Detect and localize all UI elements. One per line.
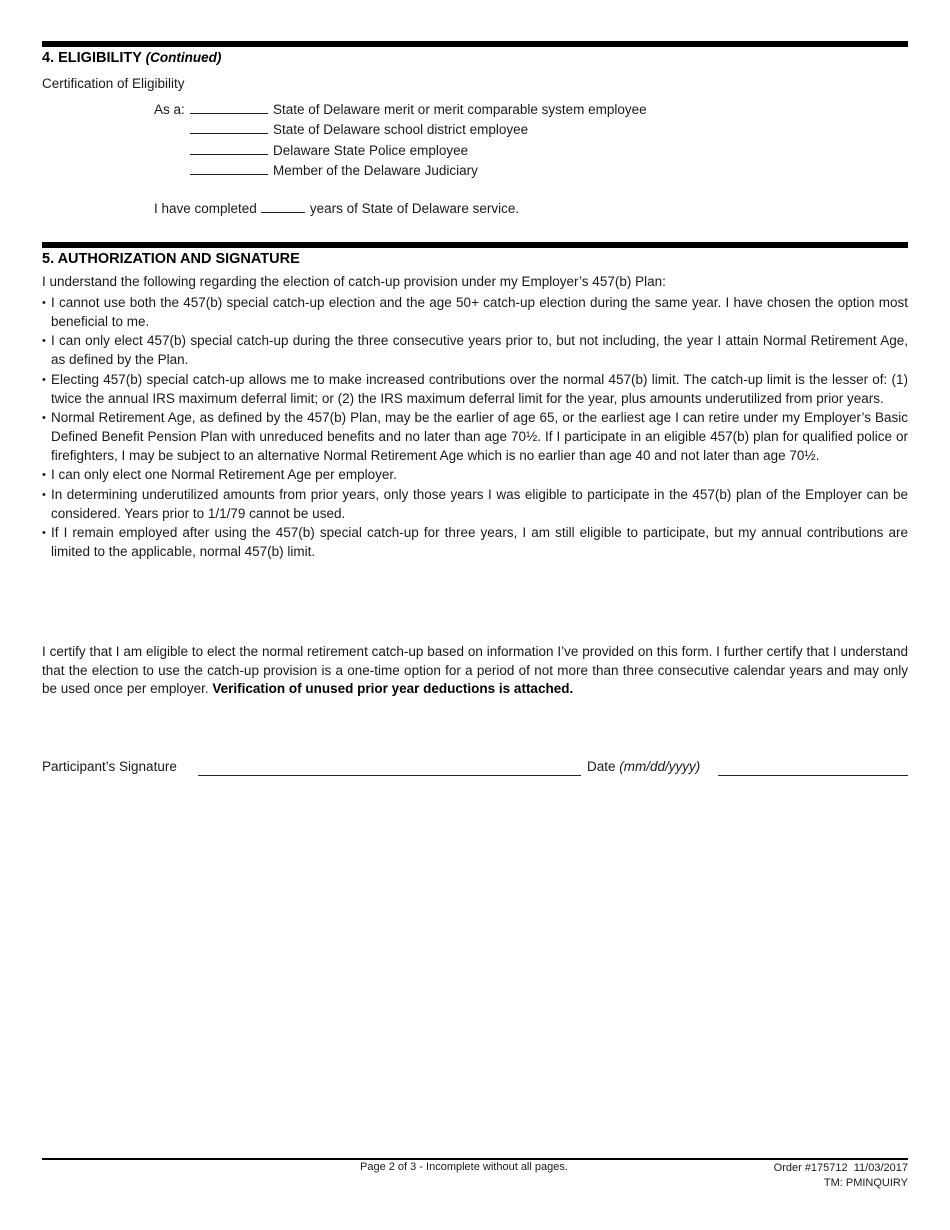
employee-type-options xyxy=(154,100,754,181)
section-4-title: 4. ELIGIBILITY xyxy=(42,50,142,66)
list-item: • Normal Retirement Age, as defined by the 457(b) Plan, may be the earlier of age 65, or the earliest age I can retire under my Employer’s Basic Defined Benefit Pension Plan with unreduced benefits and no later than age 70½. If I participate in an eligible 457(b) plan for qualified police or firefighters, I may be subject to an alternative Normal Retirement Age which is no earlier than age 40 and not later than age 70½. xyxy=(42,409,908,465)
list-item: • I can only elect one Normal Retirement Age per employer. xyxy=(42,466,908,485)
state-police-blank[interactable] xyxy=(190,142,268,155)
certify-bold-text: Verification of unused prior year deductions is attached. xyxy=(212,681,574,697)
years-suffix: years of State of Delaware service. xyxy=(309,201,520,216)
date-label-text: Date xyxy=(587,759,616,774)
years-of-service xyxy=(154,200,519,216)
option-row-merit xyxy=(154,100,754,120)
form-page xyxy=(42,0,908,1230)
catch-up-conditions-list xyxy=(42,294,908,563)
date-format-hint: (mm/dd/yyyy) xyxy=(619,759,701,774)
footer-divider xyxy=(42,1158,908,1160)
list-item: • Electing 457(b) special catch-up allows me to make increased contributions over the normal 457(b) limit. The catch-up limit is the lesser of: (1) twice the annual IRS maximum deferral limit; or (2) the IRS maximum deferral limit for the year, plus amounts underutilized from prior years. xyxy=(42,371,908,408)
section-5-heading: 5. AUTHORIZATION AND SIGNATURE xyxy=(42,251,300,267)
signature-row xyxy=(42,757,908,777)
certification-subtitle: Certification of Eligibility xyxy=(42,76,185,91)
option-row-judiciary xyxy=(154,161,754,181)
section-divider xyxy=(42,41,908,47)
merit-employee-blank[interactable] xyxy=(190,101,268,114)
years-prefix: I have completed xyxy=(154,201,257,216)
school-district-blank[interactable] xyxy=(190,121,268,134)
list-item: • If I remain employed after using the 457(b) special catch-up for three years, I am still eligible to participate, but my annual contributions are limited to the applicable, normal 457(b) limit. xyxy=(42,524,908,561)
tm-code: TM: PMINQUIRY xyxy=(823,1177,908,1189)
years-of-service-blank[interactable] xyxy=(261,200,305,213)
section-4-continued: (Continued) xyxy=(145,50,222,65)
option-row-state-police xyxy=(154,141,754,161)
option-label: State of Delaware school district employee xyxy=(273,122,529,138)
section-divider xyxy=(42,242,908,248)
page-note: Page 2 of 3 - Incomplete without all pages. xyxy=(360,1161,568,1173)
section-4-heading xyxy=(42,50,221,66)
certification-statement xyxy=(42,643,908,699)
date-label xyxy=(587,759,700,774)
signature-label: Participant’s Signature xyxy=(42,759,177,774)
as-a-label: As a: xyxy=(154,102,185,117)
date-field[interactable] xyxy=(718,775,908,776)
catch-up-intro: I understand the following regarding the election of catch-up provision under my Employer’s 457(b) Plan: xyxy=(42,274,666,289)
list-item: • I can only elect 457(b) special catch-up during the three consecutive years prior to, but not including, the year I attain Normal Retirement Age, as defined by the Plan. xyxy=(42,332,908,369)
list-item: • In determining underutilized amounts from prior years, only those years I was eligible to participate in the 457(b) plan of the Employer can be considered. Years prior to 1/1/79 cannot be used. xyxy=(42,486,908,523)
option-label: State of Delaware merit or merit comparable system employee xyxy=(273,102,647,117)
option-label: Member of the Delaware Judiciary xyxy=(273,162,478,178)
signature-field[interactable] xyxy=(198,775,581,776)
footer-order-info xyxy=(774,1161,908,1191)
list-item: • I cannot use both the 457(b) special catch-up election and the age 50+ catch-up election during the same year. I have chosen the option most beneficial to me. xyxy=(42,294,908,331)
order-number: Order #175712 11/03/2017 xyxy=(773,1162,908,1174)
option-row-school-district xyxy=(154,120,754,140)
certify-text: I certify that I am eligible to elect the normal retirement catch-up based on information I’ve provided on this form. I further certify that I understand that the election to use the catch-up provision is a one-time option for a period of not more than three consecutive calendar years and may only be used once per employer. xyxy=(42,644,908,697)
judiciary-blank[interactable] xyxy=(190,162,268,175)
option-label: Delaware State Police employee xyxy=(273,142,469,158)
